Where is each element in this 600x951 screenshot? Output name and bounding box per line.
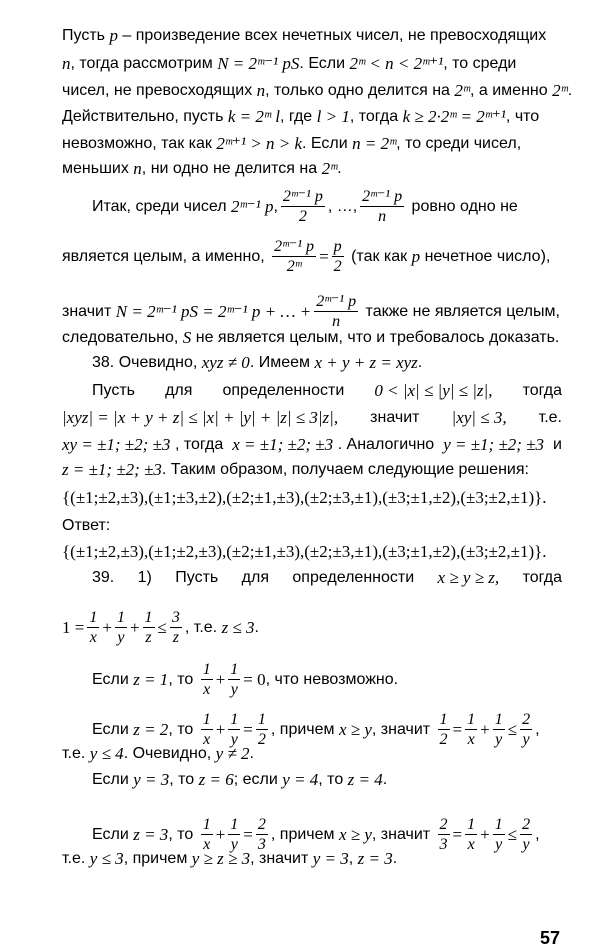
math: y = 4: [282, 770, 319, 789]
math: =: [452, 719, 463, 739]
math: ≤: [507, 719, 518, 739]
text: , то: [168, 670, 198, 688]
math: xyz ≠ 0: [201, 353, 250, 372]
text-line: [62, 744, 562, 764]
math: |xy| ≤ 3,: [451, 408, 507, 427]
math: |xyz| = |x + y + z| ≤ |x| + |y| + |z| ≤ 3|z|,: [62, 408, 339, 427]
fraction: $\frac{1}{x}$: [202, 661, 211, 698]
text: является целым, а именно,: [62, 247, 270, 265]
math: y = ±1; ±2; ±3: [443, 435, 545, 454]
fraction: $\frac{2}{y}$: [522, 816, 531, 853]
text: невозможно, так как: [62, 135, 217, 152]
math: y ≤ 4: [89, 744, 124, 763]
text: , что: [505, 108, 540, 125]
text-line: [92, 568, 562, 588]
fraction: $\frac{1}{x}$: [467, 816, 476, 853]
math: {(±1;±2,±3),(±1;±2,±3),(±2;±1,±3),(±2;±3,±1),(±3;±1,±2),(±3;±2,±1)}.: [62, 542, 547, 561]
text-line: [92, 381, 562, 401]
text-line: [62, 134, 562, 154]
math: = 0: [243, 669, 266, 689]
text-line: [62, 237, 562, 276]
text: , значит: [371, 720, 435, 738]
text: , то: [169, 771, 199, 788]
math: ≤: [507, 824, 518, 844]
math: z = 4: [347, 770, 383, 789]
text: значит: [62, 302, 116, 320]
text-line: [62, 54, 562, 74]
text: следовательно,: [62, 329, 183, 346]
math: 2ᵐ: [552, 81, 568, 100]
fraction: $\frac{1}{2}$: [439, 711, 448, 748]
text: , значит: [371, 825, 435, 843]
fraction: $\frac{1}{y}$: [494, 711, 503, 748]
text: ровно одно не: [407, 197, 518, 215]
text: . Очевидно,: [123, 745, 216, 762]
fraction: $\frac{2}{y}$: [522, 711, 531, 748]
text: меньших: [62, 160, 134, 177]
text: Пусть: [62, 27, 110, 44]
math: N = 2ᵐ⁻¹ pS = 2ᵐ⁻¹ p + … +: [115, 301, 312, 321]
fraction: $\frac{1}{x}$: [202, 816, 211, 853]
text: , т.е.: [184, 618, 222, 636]
text: .: [249, 745, 254, 762]
text: , то: [318, 771, 348, 788]
text: определенности: [222, 382, 345, 399]
math: z = 3: [133, 824, 169, 844]
text-line: [62, 460, 562, 480]
text: Если: [92, 670, 134, 688]
text: . Имеем: [249, 354, 315, 371]
math: xy = ±1; ±2; ±3: [62, 435, 171, 454]
math: =: [243, 719, 253, 739]
math: x ≥ y: [338, 719, 372, 739]
math: 1 =: [62, 617, 85, 637]
math: z = ±1; ±2; ±3: [62, 460, 162, 479]
math: =: [319, 246, 329, 266]
text-line: [92, 187, 562, 226]
text: , то среди: [443, 55, 517, 72]
text: Пусть: [175, 569, 219, 586]
fraction: $\frac{3}{z}$: [171, 609, 180, 646]
text: , тогда: [174, 436, 228, 453]
fraction: $\frac{1}{y}$: [230, 816, 239, 853]
math: x + y + z = xyz: [314, 353, 418, 372]
math: x = ±1; ±2; ±3: [232, 435, 334, 454]
math: 2ᵐ⁻¹ p: [231, 196, 274, 216]
text: , то: [168, 825, 198, 843]
fraction: $\frac{p}{2}$: [333, 238, 342, 275]
math: +: [215, 719, 226, 739]
text: . Аналогично: [337, 436, 439, 453]
text: Если: [92, 771, 134, 788]
math: y ≠ 2: [215, 744, 250, 763]
math: k ≥ 2·2ᵐ = 2ᵐ⁺¹: [402, 107, 506, 126]
text: .: [254, 618, 259, 636]
text: , то среди чисел,: [396, 135, 522, 152]
math: y = 3: [133, 770, 170, 789]
page-number: 57: [539, 928, 560, 948]
math: +: [480, 719, 490, 739]
math: 2ᵐ: [454, 81, 470, 100]
fraction: $\frac{\text{2ᵐ⁻¹ p}}{\text{2ᵐ}}$: [274, 238, 315, 275]
text: , где: [279, 108, 317, 125]
math: +: [102, 617, 112, 637]
text: нечетное число),: [420, 247, 551, 265]
text: Если: [92, 825, 134, 843]
text: Пусть: [92, 382, 135, 399]
math: n = 2ᵐ: [352, 134, 397, 153]
text-line: [62, 608, 562, 647]
math: 2ᵐ⁺¹ > n > k: [216, 134, 302, 153]
text: значит: [370, 409, 420, 426]
text: тогда: [522, 382, 562, 399]
text-line: [92, 770, 562, 790]
text: , тогда рассмотрим: [70, 55, 218, 72]
fraction: $\frac{1}{z}$: [144, 609, 153, 646]
math: y = 3: [312, 849, 349, 868]
text-line: [62, 488, 562, 508]
text: 39.: [92, 569, 115, 586]
text: , ни одно не делится на: [141, 160, 322, 177]
math: n: [62, 54, 71, 73]
text: Ответ:: [62, 517, 111, 534]
text: ; если: [233, 771, 283, 788]
text: ,: [535, 720, 540, 738]
text: .: [417, 354, 423, 371]
text: .: [567, 82, 573, 99]
fraction: $\frac{2}{3}$: [257, 816, 266, 853]
text: определенности: [292, 569, 415, 586]
text: , …,: [327, 197, 358, 215]
fraction: $\frac{1}{y}$: [230, 661, 239, 698]
text-line: [62, 516, 562, 536]
text-line: [62, 408, 562, 428]
text-line: [62, 292, 562, 331]
text: , значит: [250, 850, 313, 867]
text: т.е.: [62, 745, 90, 762]
text-line: [62, 542, 562, 562]
text: Итак, среди чисел: [92, 197, 232, 215]
text: для: [241, 569, 269, 586]
text: ,: [348, 850, 358, 867]
math: 2ᵐ: [321, 159, 338, 178]
text-line: [62, 328, 562, 348]
text: .: [392, 850, 398, 867]
text: , а именно: [470, 82, 553, 99]
text: не является целым, что и требовалось доказать.: [191, 329, 560, 346]
fraction: $\frac{\text{2ᵐ⁻¹ p}}{n}$: [362, 188, 403, 225]
math: z = 2: [133, 719, 169, 739]
text: . Если: [302, 135, 353, 152]
fraction: $\frac{1}{x}$: [202, 711, 211, 748]
math: ≤: [157, 617, 167, 637]
math: S: [182, 328, 192, 347]
math: +: [215, 824, 226, 844]
text: . Таким образом, получаем следующие решения:: [161, 461, 529, 478]
text: и: [548, 436, 562, 453]
text: , тогда: [349, 108, 403, 125]
text: , то: [168, 720, 198, 738]
text-line: [62, 81, 573, 101]
text: . Если: [299, 55, 350, 72]
math: p: [109, 26, 118, 45]
text: т.е.: [62, 850, 90, 867]
math: +: [215, 669, 226, 689]
text: Действительно, пусть: [62, 108, 228, 125]
text-line: [62, 107, 562, 127]
text: , что невозможно.: [265, 670, 399, 688]
math: p: [411, 246, 421, 266]
text: Если: [92, 720, 134, 738]
text: , причем: [270, 825, 339, 843]
text: .: [337, 160, 342, 177]
fraction: $\frac{1}{2}$: [257, 711, 266, 748]
math: x ≥ y: [338, 824, 372, 844]
math: N = 2ᵐ⁻¹ pS: [217, 54, 300, 73]
text: .: [382, 771, 388, 788]
math: k = 2ᵐ l: [227, 107, 280, 126]
text: также не является целым,: [361, 302, 560, 320]
math: z = 3: [357, 849, 393, 868]
text: , причем: [123, 850, 192, 867]
math: +: [129, 617, 140, 637]
text: 38. Очевидно,: [92, 354, 202, 371]
math: x ≥ y ≥ z,: [437, 568, 500, 587]
text: ,: [535, 825, 540, 843]
fraction: $\frac{\text{2ᵐ⁻¹ p}}{n}$: [316, 293, 357, 330]
math: 2ᵐ < n < 2ᵐ⁺¹: [349, 54, 444, 73]
text-line: [92, 353, 562, 373]
math: z = 1: [133, 669, 169, 689]
text: (так как: [346, 247, 412, 265]
math: z ≤ 3: [221, 617, 255, 637]
fraction: $\frac{\text{2ᵐ⁻¹ p}}{2}$: [282, 188, 323, 225]
math: =: [452, 824, 463, 844]
math: 0 < |x| ≤ |y| ≤ |z|,: [374, 381, 493, 400]
fraction: $\frac{1}{y}$: [494, 816, 503, 853]
fraction: $\frac{1}{x}$: [89, 609, 98, 646]
text: для: [165, 382, 193, 399]
fraction: $\frac{2}{3}$: [439, 816, 448, 853]
text: 1): [137, 569, 152, 586]
text: ,: [273, 197, 278, 215]
math: y ≤ 3: [89, 849, 124, 868]
text: , только одно делится на: [265, 82, 455, 99]
math: z = 6: [198, 770, 234, 789]
math: +: [480, 824, 490, 844]
fraction: $\frac{1}{x}$: [467, 711, 476, 748]
text-line: [62, 159, 562, 179]
math: =: [243, 824, 253, 844]
text-line: [92, 660, 562, 699]
fraction: $\frac{1}{y}$: [230, 711, 239, 748]
math: {(±1;±2,±3),(±1;±3,±2),(±2;±1,±3),(±2;±3,±1),(±3;±1,±2),(±3;±2,±1)}.: [62, 488, 547, 507]
text: тогда: [522, 569, 562, 586]
fraction: $\frac{1}{y}$: [116, 609, 125, 646]
text: , причем: [270, 720, 339, 738]
math: n: [133, 159, 142, 178]
text: т.е.: [538, 409, 562, 426]
text: чисел, не превосходящих: [62, 82, 257, 99]
text-line: [62, 849, 562, 869]
math: n: [256, 81, 266, 100]
text-line: [62, 26, 562, 46]
text: – произведение всех нечетных чисел, не превосходящих: [117, 27, 547, 44]
text-line: [62, 435, 562, 455]
math: l > 1: [316, 107, 350, 126]
math: y ≥ z ≥ 3: [191, 849, 251, 868]
